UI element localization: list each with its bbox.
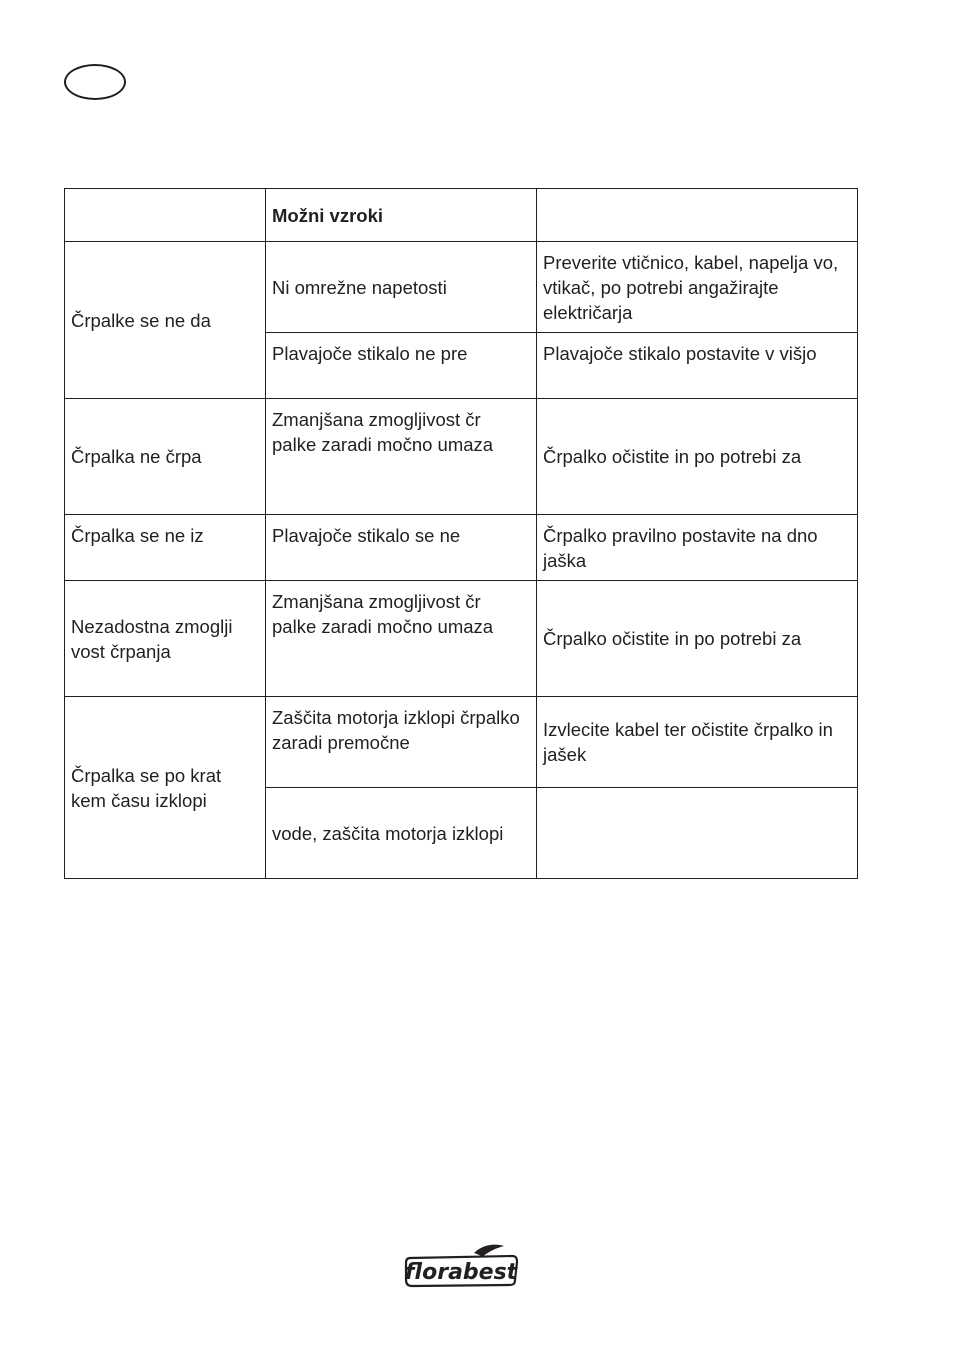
cause-cell: Plavajoče stikalo ne pre [266, 333, 537, 399]
table-row [65, 697, 858, 788]
logo-text: florabest [404, 1260, 518, 1285]
header-cell-problem [65, 189, 266, 242]
cause-cell: Zmanjšana zmogljivost čr palke zaradi močno umaza [266, 581, 537, 697]
table-row [65, 242, 858, 333]
troubleshooting-table [64, 188, 858, 879]
remedy-cell: Črpalko očistite in po potrebi za [537, 581, 858, 697]
cause-cell: Zaščita motorja izklopi črpalko zaradi premočne [266, 697, 537, 788]
cause-cell: Plavajoče stikalo se ne [266, 515, 537, 581]
problem-cell: Črpalka ne črpa [65, 399, 266, 515]
language-badge [64, 64, 126, 100]
problem-cell: Črpalka se po krat kem času izklopi [65, 697, 266, 879]
remedy-cell: Izvlecite kabel ter očistite črpalko in jašek [537, 697, 858, 788]
remedy-cell: Črpalko pravilno postavite na dno jaška [537, 515, 858, 581]
cause-cell: Ni omrežne napetosti [266, 242, 537, 333]
remedy-cell: Črpalko očistite in po potrebi za [537, 399, 858, 515]
remedy-cell: Preverite vtičnico, kabel, napelja vo, vtikač, po potrebi angažirajte električarja [537, 242, 858, 333]
problem-cell: Črpalke se ne da [65, 242, 266, 399]
problem-cell: Nezadostna zmoglji vost črpanja [65, 581, 266, 697]
table-row [65, 581, 858, 697]
table-row [65, 515, 858, 581]
cause-cell: vode, zaščita motorja izklopi [266, 788, 537, 879]
header-cell-remedy [537, 189, 858, 242]
remedy-cell [537, 788, 858, 879]
cause-cell: Zmanjšana zmogljivost čr palke zaradi močno umaza [266, 399, 537, 515]
table-header-row [65, 189, 858, 242]
florabest-logo [404, 1244, 518, 1288]
table-row [65, 399, 858, 515]
header-cell-causes: Možni vzroki [266, 189, 537, 242]
problem-cell: Črpalka se ne iz [65, 515, 266, 581]
remedy-cell: Plavajoče stikalo postavite v višjo [537, 333, 858, 399]
